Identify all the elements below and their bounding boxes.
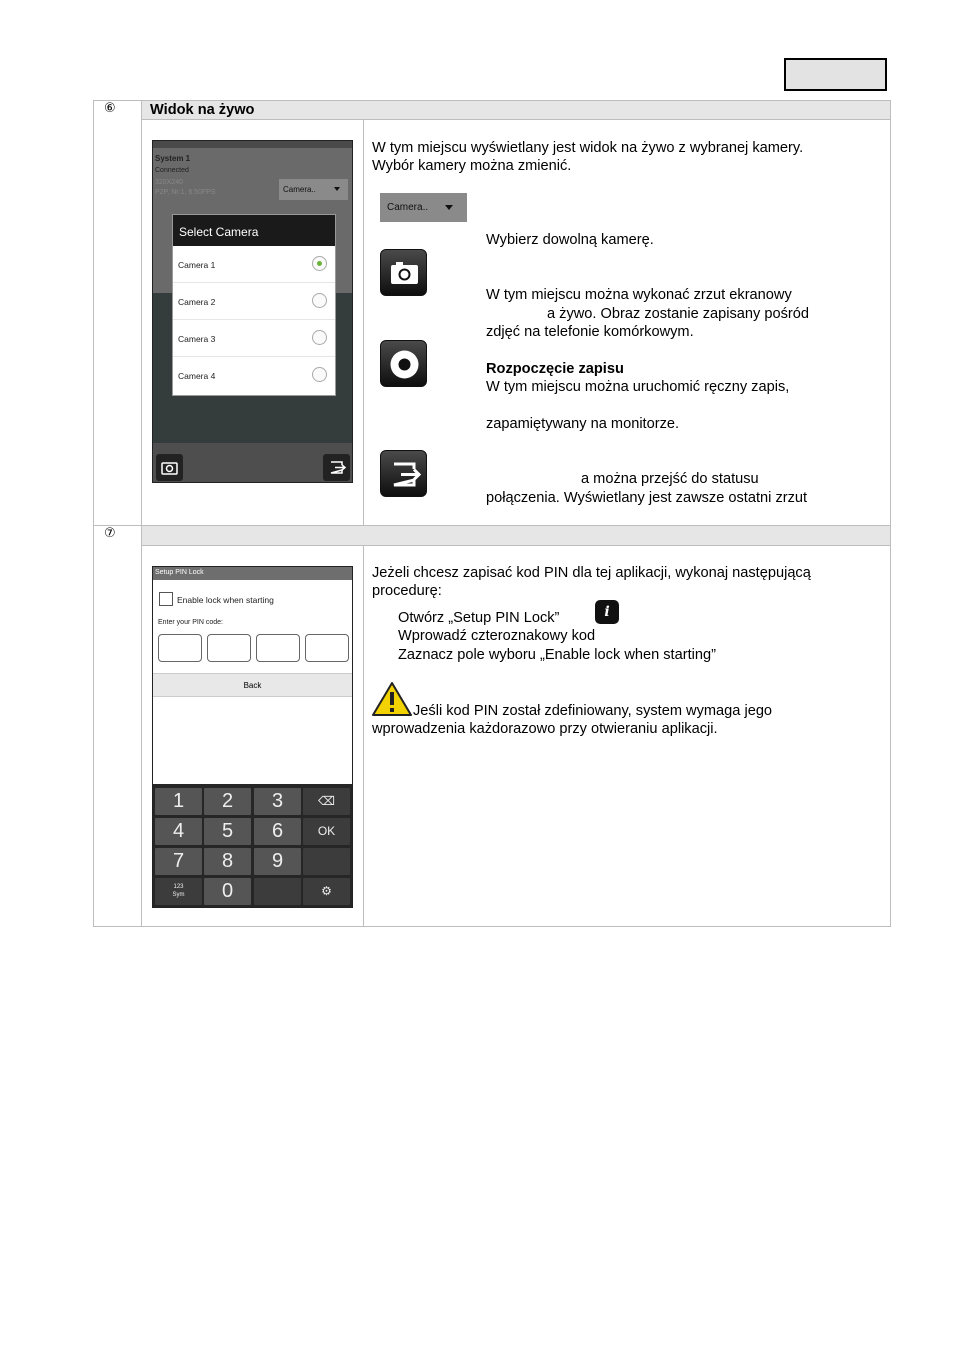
table-border (93, 926, 891, 927)
status-bar (153, 141, 352, 148)
camera-dropdown[interactable] (279, 179, 348, 200)
key-8[interactable]: 8 (204, 848, 251, 875)
camera-dropdown-sample (380, 193, 467, 222)
live-view-screenshot (152, 140, 353, 483)
key-5[interactable]: 5 (204, 818, 251, 845)
info-icon: i (595, 600, 619, 624)
camera-option[interactable] (173, 357, 335, 394)
camera-option-label: Camera 4 (178, 371, 216, 381)
pin-digit-input[interactable] (305, 634, 349, 662)
key-1[interactable]: 1 (155, 788, 202, 815)
enable-lock-checkbox[interactable] (159, 592, 173, 606)
key-7[interactable]: 7 (155, 848, 202, 875)
blank-key[interactable] (303, 848, 350, 875)
key-3[interactable]: 3 (254, 788, 301, 815)
dialog-title: Select Camera (173, 215, 335, 246)
backspace-key[interactable]: ⌫ (303, 788, 350, 815)
exit-text: a można przejść do statusu (581, 471, 759, 487)
pin-lock-screenshot (152, 566, 353, 908)
pin-digit-input[interactable] (207, 634, 251, 662)
key-2[interactable]: 2 (204, 788, 251, 815)
select-camera-dialog (172, 214, 336, 396)
key-9[interactable]: 9 (254, 848, 301, 875)
table-border (93, 100, 94, 927)
intro-text: W tym miejscu wyświetlany jest widok na żywo z wybranej kamery. (372, 140, 804, 156)
intro-text: Jeżeli chcesz zapisać kod PIN dla tej aplikacji, wykonaj następującą (372, 565, 811, 581)
record-text: W tym miejscu można uruchomić ręczny zapis, (486, 379, 790, 395)
exit-icon (323, 454, 350, 481)
ok-key[interactable]: OK (303, 818, 350, 845)
step-item: Wprowadź czteroznakowy kod (398, 628, 596, 644)
table-border (93, 525, 891, 526)
bottom-toolbar (153, 443, 352, 483)
snapshot-text: W tym miejscu można wykonać zrzut ekranowy (486, 287, 792, 303)
camera-option-label: Camera 2 (178, 297, 216, 307)
radio-icon[interactable] (312, 293, 327, 308)
numeric-keypad (153, 784, 352, 908)
camera-dropdown-label: Camera.. (283, 185, 316, 194)
radio-selected-icon[interactable] (312, 256, 327, 271)
exit-icon-sample (380, 450, 427, 497)
symbols-key[interactable]: 123 Sym (155, 878, 202, 905)
camera-icon (156, 454, 183, 481)
screen-title: Setup PIN Lock (153, 567, 352, 580)
step-item: Zaznacz pole wyboru „Enable lock when starting” (398, 647, 716, 663)
key-6[interactable]: 6 (254, 818, 301, 845)
intro-text: Wybór kamery można zmienić. (372, 158, 572, 174)
settings-key[interactable]: ⚙ (303, 878, 350, 905)
chevron-down-icon (445, 205, 453, 210)
camera-option[interactable] (173, 283, 335, 320)
warning-icon (371, 681, 413, 717)
warning-text: wprowadzenia każdorazowo przy otwieraniu aplikacji. (372, 721, 718, 737)
blank-key[interactable] (254, 878, 301, 905)
exit-icon (381, 451, 428, 498)
connection-status: Connected (155, 167, 189, 174)
snapshot-text: a żywo. Obraz zostanie zapisany pośród (547, 306, 810, 322)
camera-icon (381, 250, 428, 297)
exit-text: połączenia. Wyświetlany jest zawsze ostatni zrzut (486, 490, 808, 506)
camera-option[interactable] (173, 320, 335, 357)
warning-text: Jeśli kod PIN został zdefiniowany, system wymaga jego (413, 703, 773, 719)
record-text: zapamiętywany na monitorze. (486, 416, 680, 432)
record-icon-sample (380, 340, 427, 387)
pin-digit-input[interactable] (158, 634, 202, 662)
section-number: ⑦ (104, 526, 116, 541)
camera-option-label: Camera 1 (178, 260, 216, 270)
camera-dropdown-label: Camera.. (387, 202, 429, 213)
section-title: Widok na żywo (150, 102, 255, 118)
table-border (363, 119, 364, 526)
section7-header-bg (142, 526, 890, 545)
table-border (890, 100, 891, 927)
table-border (141, 100, 142, 927)
snapshot-text: zdjęć na telefonie komórkowym. (486, 324, 694, 340)
choose-camera-text: Wybierz dowolną kamerę. (486, 232, 654, 248)
section-number: ⑥ (104, 101, 116, 116)
camera-option-label: Camera 3 (178, 334, 216, 344)
table-border (141, 119, 891, 120)
stream-info: P2P, Nr:1, 6.50FPS (155, 189, 216, 196)
radio-icon[interactable] (312, 330, 327, 345)
key-0[interactable]: 0 (204, 878, 251, 905)
record-icon (381, 341, 428, 388)
chevron-down-icon (334, 187, 340, 191)
table-border (363, 545, 364, 927)
system-name: System 1 (155, 154, 191, 163)
key-4[interactable]: 4 (155, 818, 202, 845)
enable-lock-label: Enable lock when starting (177, 595, 274, 605)
exit-button[interactable] (323, 454, 350, 481)
camera-option[interactable] (173, 246, 335, 283)
intro-text: procedurę: (372, 583, 442, 599)
pin-digit-input[interactable] (256, 634, 300, 662)
snapshot-icon-sample (380, 249, 427, 296)
step-item: Otwórz „Setup PIN Lock” (398, 610, 560, 626)
resolution: 320X240 (155, 179, 184, 186)
snapshot-button[interactable] (156, 454, 183, 481)
table-border (141, 545, 891, 546)
record-title: Rozpoczęcie zapisu (486, 361, 624, 377)
header-box (784, 58, 887, 91)
back-button[interactable]: Back (153, 673, 352, 697)
radio-icon[interactable] (312, 367, 327, 382)
pin-label: Enter your PIN code: (158, 619, 223, 626)
